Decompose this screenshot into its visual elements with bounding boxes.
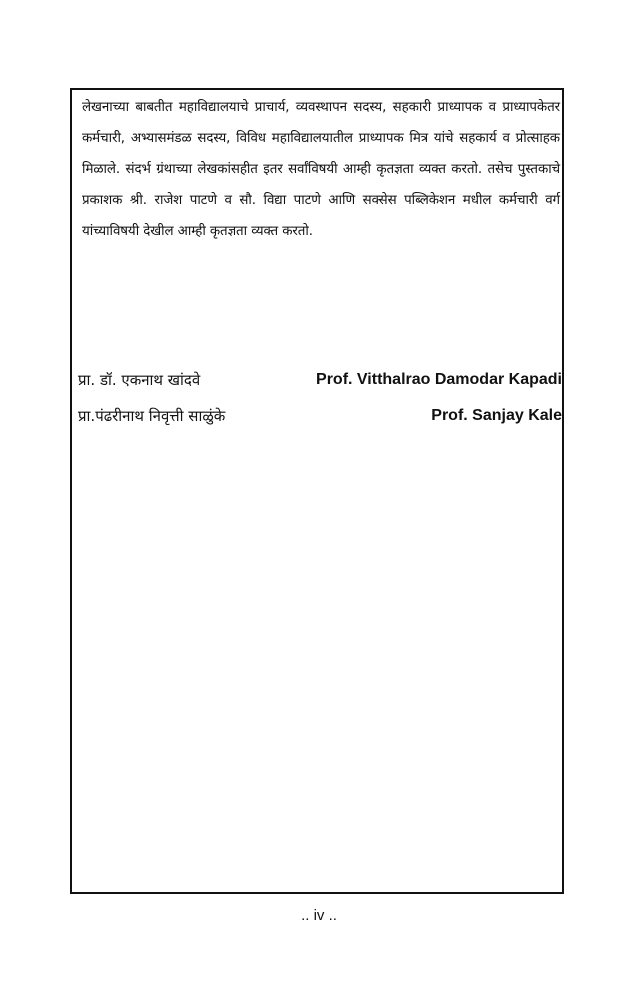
author-name-sanjay-kale: Prof. Sanjay Kale: [431, 407, 562, 424]
signature-row-1: [78, 366, 562, 396]
page-number: .. iv ..: [301, 907, 337, 924]
author-name-vitthalrao-kapadi: Prof. Vitthalrao Damodar Kapadi: [316, 371, 562, 388]
author-name-eknath-khandve: प्रा. डॉ. एकनाथ खांदवे: [78, 371, 201, 389]
signature-row-2: [78, 402, 562, 432]
author-name-pandharinath-salunke: प्रा.पंढरीनाथ निवृत्ती साळुंके: [78, 407, 226, 425]
acknowledgement-paragraph: लेखनाच्या बाबतीत महाविद्यालयाचे प्राचार्य, व्यवस्थापन सदस्य, सहकारी प्राध्यापक व प्राध्यापकेतर कर्मचारी, अभ्यासमंडळ सदस्य, विविध महाविद्यालयातील प्राध्यापक मित्र यांचे सहकार्य व प्रोत्साहक मिळाले. संदर्भ ग्रंथाच्या लेखकांसहीत इतर सर्वांविषयी आम्ही कृतज्ञता व्यक्त करतो. तसेच पुस्तकाचे प्रकाशक श्री. राजेश पाटणे व सौ. विद्या पाटणे आणि सक्सेस पब्लिकेशन मधील कर्मचारी वर्ग यांच्याविषयी देखील आम्ही कृतज्ञता व्यक्त करतो.: [82, 100, 560, 239]
